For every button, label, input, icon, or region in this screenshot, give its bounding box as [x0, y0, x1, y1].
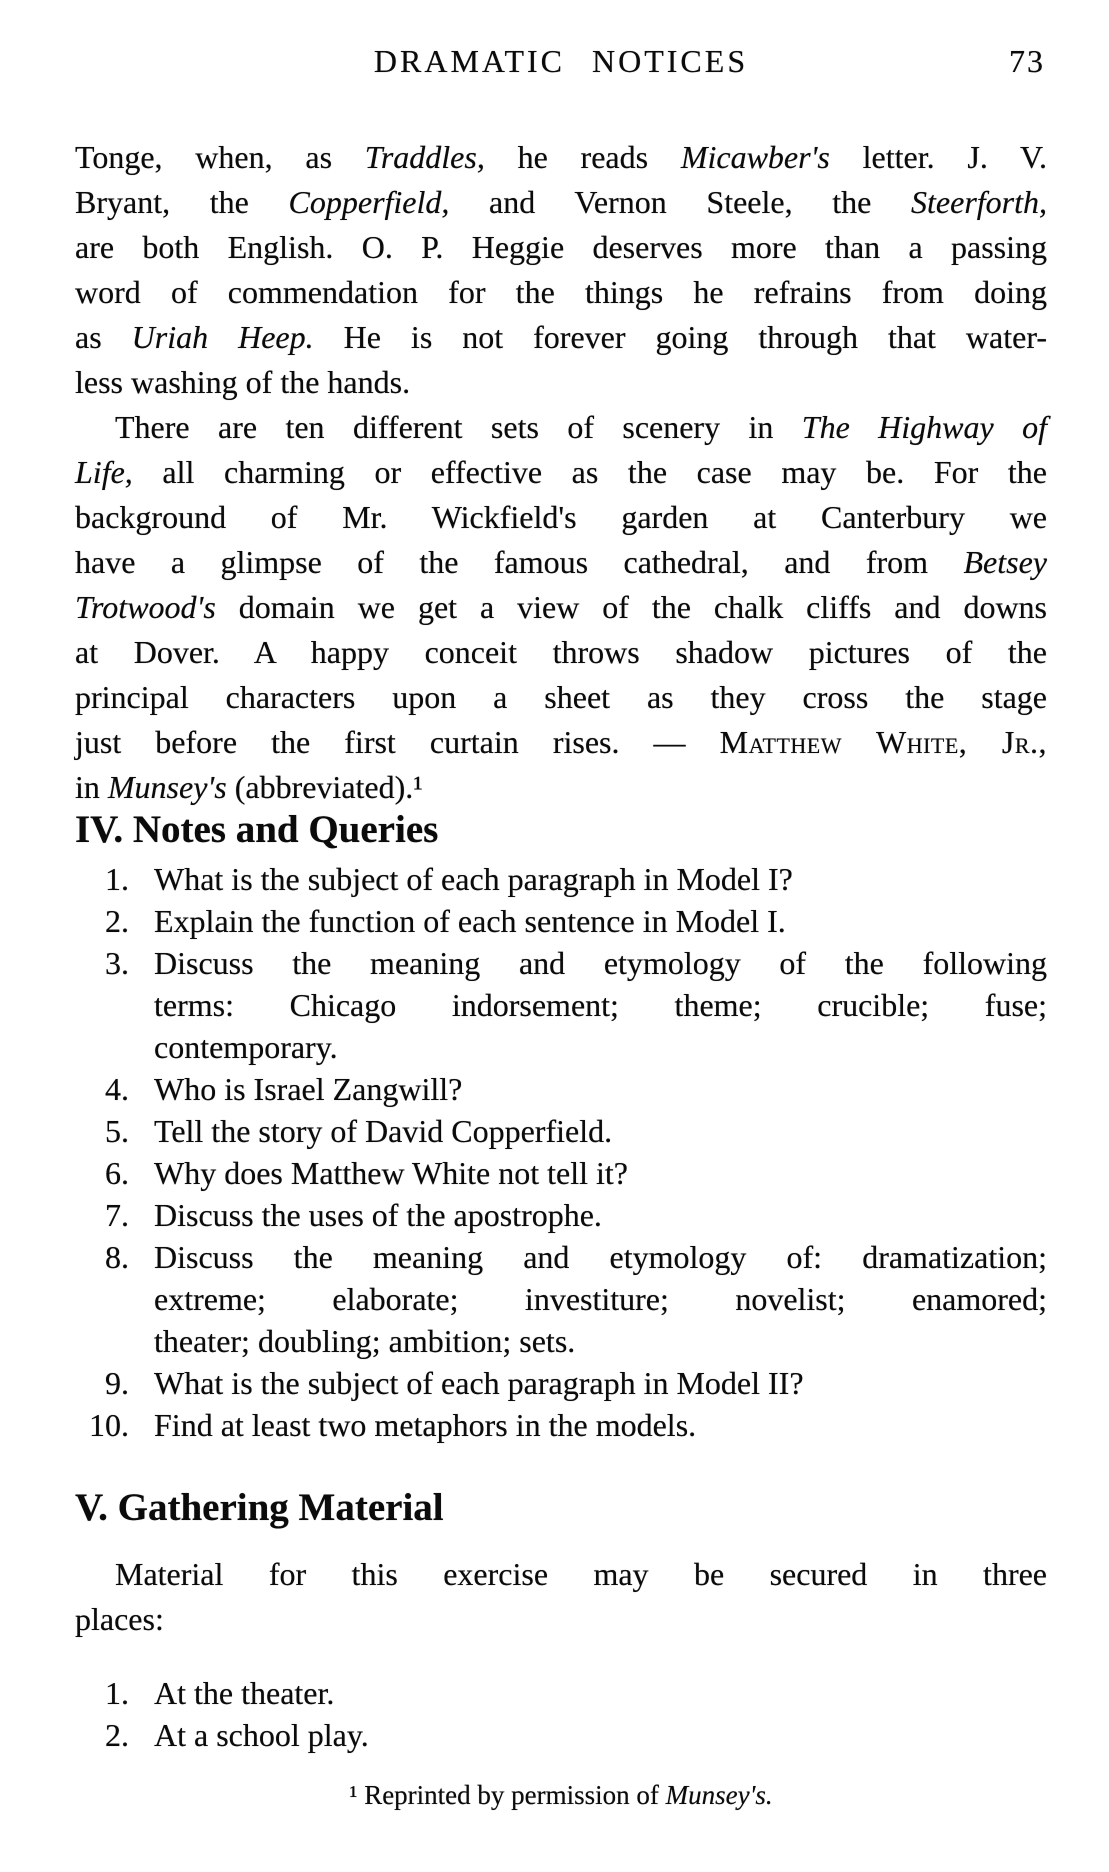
paragraph — [75, 405, 1047, 810]
text-segment: Who is Israel Zangwill? — [154, 1071, 463, 1107]
text-segment: (abbreviated).¹ — [226, 769, 423, 805]
text-line — [75, 270, 1047, 315]
text-line — [154, 1110, 1047, 1152]
list-item-text — [154, 900, 1047, 942]
text-segment: domain we get a view of the chalk cliffs and downs — [215, 589, 1047, 625]
text-segment: theater; doubling; ambition; sets. — [154, 1323, 576, 1359]
list-item-text — [154, 1362, 1047, 1404]
text-segment: Traddles, — [364, 139, 485, 175]
list-item-number: 8. — [105, 1239, 129, 1275]
text-line — [75, 1597, 1047, 1642]
text-segment: Matthew White, Jr., — [719, 724, 1048, 760]
list-item-number: 6. — [105, 1155, 129, 1191]
text-line — [75, 495, 1047, 540]
text-segment: have a glimpse of the famous cathedral, and from — [75, 544, 964, 580]
text-line — [75, 675, 1047, 720]
list-item — [75, 1152, 1047, 1194]
list-item — [75, 1672, 1047, 1714]
text-segment: Micawber's — [680, 139, 830, 175]
text-segment: There are ten different sets of scenery in — [115, 409, 802, 445]
list-item — [75, 1404, 1047, 1446]
text-segment: He is not forever going through that water- — [313, 319, 1048, 355]
text-segment: word of commendation for the things he refrains from doing — [75, 274, 1047, 310]
list-item — [75, 1714, 1047, 1756]
list-item-text — [154, 1236, 1047, 1362]
section-heading: IV. Notes and Queries — [75, 808, 439, 851]
text-segment: Munsey's. — [665, 1780, 773, 1810]
list-item — [75, 858, 1047, 900]
list-item-text — [154, 1714, 1047, 1756]
text-segment: principal characters upon a sheet as they cross the stage — [75, 679, 1047, 715]
list-item — [75, 1068, 1047, 1110]
text-segment: background of Mr. Wickfield's garden at Canterbury we — [75, 499, 1047, 535]
text-segment: Munsey's — [107, 769, 227, 805]
paragraph — [75, 135, 1047, 405]
text-segment: are both English. O. P. Heggie deserves more than a passing — [75, 229, 1047, 265]
text-segment: What is the subject of each paragraph in Model II? — [154, 1365, 804, 1401]
text-line — [75, 135, 1047, 180]
text-segment: all charming or effective as the case may be. For the — [132, 454, 1047, 490]
text-line — [75, 450, 1047, 495]
text-line — [154, 900, 1047, 942]
list-item-number: 1. — [105, 861, 129, 897]
list-item-text — [154, 1404, 1047, 1446]
text-line — [154, 858, 1047, 900]
list-item-text — [154, 1110, 1047, 1152]
list-item-number: 10. — [89, 1407, 129, 1443]
text-line — [75, 585, 1047, 630]
list-item-number: 7. — [105, 1197, 129, 1233]
text-segment: letter. J. V. — [829, 139, 1047, 175]
text-line — [154, 1278, 1047, 1320]
text-line — [154, 1068, 1047, 1110]
list-item-number: 5. — [105, 1113, 129, 1149]
text-line — [154, 984, 1047, 1026]
text-segment: Discuss the uses of the apostrophe. — [154, 1197, 602, 1233]
text-line — [75, 630, 1047, 675]
text-line — [75, 765, 1047, 810]
text-line — [154, 1026, 1047, 1068]
text-segment: in — [75, 769, 108, 805]
text-line — [75, 405, 1047, 450]
text-segment: less washing of the hands. — [75, 364, 411, 400]
text-line — [154, 1714, 1047, 1756]
text-segment: Why does Matthew White not tell it? — [154, 1155, 628, 1191]
text-segment: Tonge, when, as — [75, 139, 365, 175]
list-item — [75, 1362, 1047, 1404]
text-segment: Find at least two metaphors in the models. — [154, 1407, 697, 1443]
text-line — [154, 1672, 1047, 1714]
numbered-list — [75, 858, 1047, 1446]
text-segment: At the theater. — [154, 1675, 335, 1711]
text-segment: Uriah Heep. — [131, 319, 314, 355]
text-segment: places: — [75, 1601, 164, 1637]
text-segment: as — [75, 319, 132, 355]
running-title: DRAMATIC NOTICES — [373, 43, 749, 79]
text-line — [75, 540, 1047, 585]
list-item-text — [154, 1672, 1047, 1714]
text-segment: Bryant, the — [75, 184, 289, 220]
list-item — [75, 900, 1047, 942]
text-line — [154, 1320, 1047, 1362]
text-segment: terms: Chicago indorsement; theme; crucible; fuse; — [154, 987, 1047, 1023]
text-segment: ¹ Reprinted by permission of — [349, 1780, 666, 1810]
list-item-text — [154, 858, 1047, 900]
text-segment: Steerforth, — [911, 184, 1048, 220]
list-item — [75, 942, 1047, 1068]
text-line — [75, 180, 1047, 225]
text-segment: extreme; elaborate; investiture; novelist; enamored; — [154, 1281, 1047, 1317]
footnote — [75, 1778, 1047, 1812]
text-line — [154, 1236, 1047, 1278]
text-segment: The Highway of — [801, 409, 1048, 445]
list-item-number: 9. — [105, 1365, 129, 1401]
text-segment: Tell the story of David Copperfield. — [154, 1113, 613, 1149]
text-segment: Copperfield, — [288, 184, 450, 220]
section-heading: V. Gathering Material — [75, 1486, 444, 1529]
list-item-text — [154, 1194, 1047, 1236]
text-line — [75, 720, 1047, 765]
list-item-number: 4. — [105, 1071, 129, 1107]
text-line — [154, 1404, 1047, 1446]
list-item-number: 2. — [105, 903, 129, 939]
text-segment: Discuss the meaning and etymology of: dramatization; — [154, 1239, 1047, 1275]
list-item-text — [154, 1152, 1047, 1194]
text-segment: contemporary. — [154, 1029, 338, 1065]
list-item — [75, 1194, 1047, 1236]
text-line — [154, 1362, 1047, 1404]
text-segment: Explain the function of each sentence in Model I. — [154, 903, 786, 939]
list-item-number: 1. — [105, 1675, 129, 1711]
text-segment: Betsey — [963, 544, 1047, 580]
text-segment: What is the subject of each paragraph in Model I? — [154, 861, 793, 897]
page-header — [75, 44, 1047, 78]
page-number: 73 — [1009, 43, 1045, 79]
text-segment: Life, — [75, 454, 133, 490]
list-item-text — [154, 942, 1047, 1068]
text-segment: and Vernon Steele, the — [449, 184, 912, 220]
numbered-list — [75, 1672, 1047, 1756]
text-segment: Material for this exercise may be secured in three — [115, 1556, 1047, 1592]
text-line — [154, 1152, 1047, 1194]
text-segment: Trotwood's — [75, 589, 216, 625]
text-line — [75, 225, 1047, 270]
text-segment: he reads — [484, 139, 681, 175]
list-item-text — [154, 1068, 1047, 1110]
text-segment: at Dover. A happy conceit throws shadow pictures of the — [75, 634, 1047, 670]
list-item-number: 3. — [105, 945, 129, 981]
text-segment: just before the first curtain rises. — — [75, 724, 720, 760]
list-item-number: 2. — [105, 1717, 129, 1753]
text-line — [75, 360, 1047, 405]
text-segment: At a school play. — [154, 1717, 369, 1753]
list-item — [75, 1236, 1047, 1362]
text-line — [154, 942, 1047, 984]
text-line — [154, 1194, 1047, 1236]
paragraph — [75, 1552, 1047, 1642]
text-line — [75, 315, 1047, 360]
list-item — [75, 1110, 1047, 1152]
text-segment: Discuss the meaning and etymology of the following — [154, 945, 1047, 981]
page-content — [75, 135, 1047, 1812]
text-line — [75, 1552, 1047, 1597]
